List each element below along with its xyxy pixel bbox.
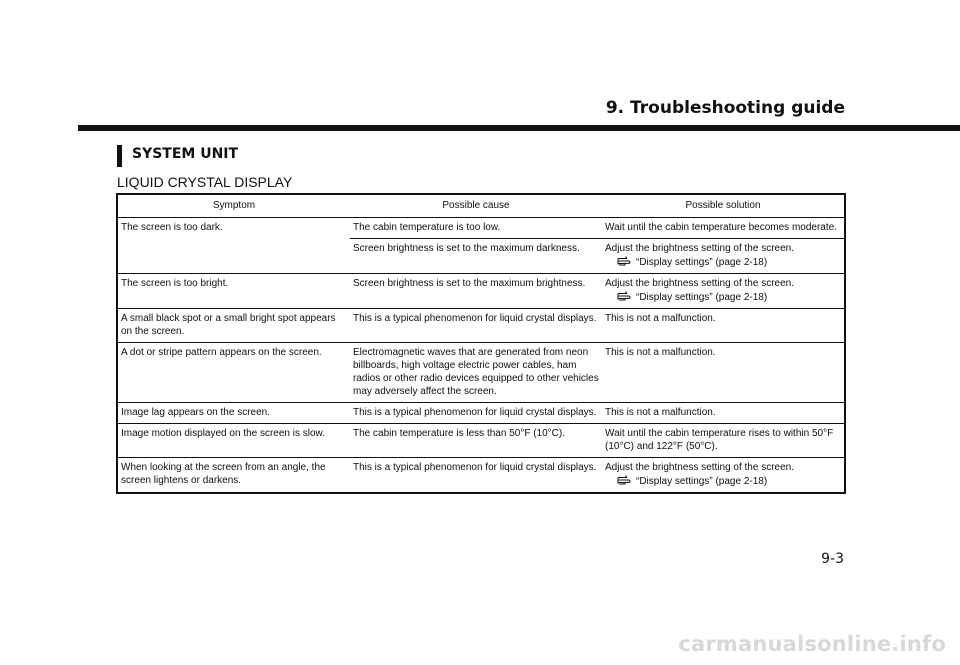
solution-text: Adjust the brightness setting of the screen. [605,243,794,254]
cause-cell: The cabin temperature is less than 50°F (10°C). [350,424,602,458]
cause-cell: The cabin temperature is too low. [353,222,501,233]
cause-cell: Screen brightness is set to the maximum darkness. [350,239,602,274]
column-header-symptom: Symptom [117,194,350,218]
column-header-solution: Possible solution [602,194,845,218]
solution-text: Adjust the brightness setting of the screen. [605,278,794,289]
table-row [117,218,845,239]
symptom-cell: When looking at the screen from an angle, the screen lightens or darkens. [121,462,326,486]
symptom-cell: The screen is too dark. [117,218,350,274]
symptom-cell: The screen is too bright. [117,274,350,309]
cause-cell: This is a typical phenomenon for liquid crystal displays. [350,309,602,343]
table-row [117,424,845,458]
table-row [117,274,845,309]
solution-cell: Wait until the cabin temperature becomes moderate. [605,222,837,233]
section-heading: SYSTEM UNIT [132,146,239,162]
reference-text: “Display settings” (page 2-18) [636,476,768,487]
watermark: carmanualsonline.info [678,632,946,656]
symptom-cell: Image motion displayed on the screen is slow. [117,424,350,458]
reference-link[interactable] [605,474,841,488]
pointing-hand-icon [617,474,632,485]
solution-cell: This is not a malfunction. [602,343,845,403]
solution-cell: This is not a malfunction. [602,403,845,424]
reference-link[interactable] [605,255,841,269]
symptom-cell: A small black spot or a small bright spot appears on the screen. [117,309,350,343]
pointing-hand-icon [617,255,632,266]
solution-cell [602,274,845,309]
cause-cell: This is a typical phenomenon for liquid crystal displays. [350,403,602,424]
solution-text: Adjust the brightness setting of the screen. [605,462,794,473]
table-row [117,343,845,403]
cause-cell: This is a typical phenomenon for liquid crystal displays. [353,462,597,473]
table-row [117,403,845,424]
chapter-title: 9. Troubleshooting guide [605,98,845,118]
sub-heading: LIQUID CRYSTAL DISPLAY [117,174,293,190]
solution-cell: Wait until the cabin temperature rises to within 50°F (10°C) and 122°F (50°C). [602,424,845,458]
page-number: 9-3 [821,551,844,567]
reference-text: “Display settings” (page 2-18) [636,257,768,268]
table-header-row [117,194,845,218]
solution-cell [602,458,845,494]
section-marker-bar [117,145,122,167]
solution-cell [602,239,845,274]
cause-cell: Screen brightness is set to the maximum brightness. [350,274,602,309]
symptom-cell: A dot or stripe pattern appears on the screen. [117,343,350,403]
symptom-cell: Image lag appears on the screen. [117,403,350,424]
table-row [117,309,845,343]
reference-link[interactable] [605,290,841,304]
column-header-cause: Possible cause [350,194,602,218]
pointing-hand-icon [617,290,632,301]
reference-text: “Display settings” (page 2-18) [636,292,768,303]
solution-cell: This is not a malfunction. [602,309,845,343]
table-row [117,458,845,494]
cause-cell: Electromagnetic waves that are generated from neon billboards, high voltage electric power cables, ham radios or other radio devices equipped to other vehicles may adversely affect the screen. [350,343,602,403]
troubleshooting-table [116,193,846,494]
chapter-rule [78,125,960,131]
